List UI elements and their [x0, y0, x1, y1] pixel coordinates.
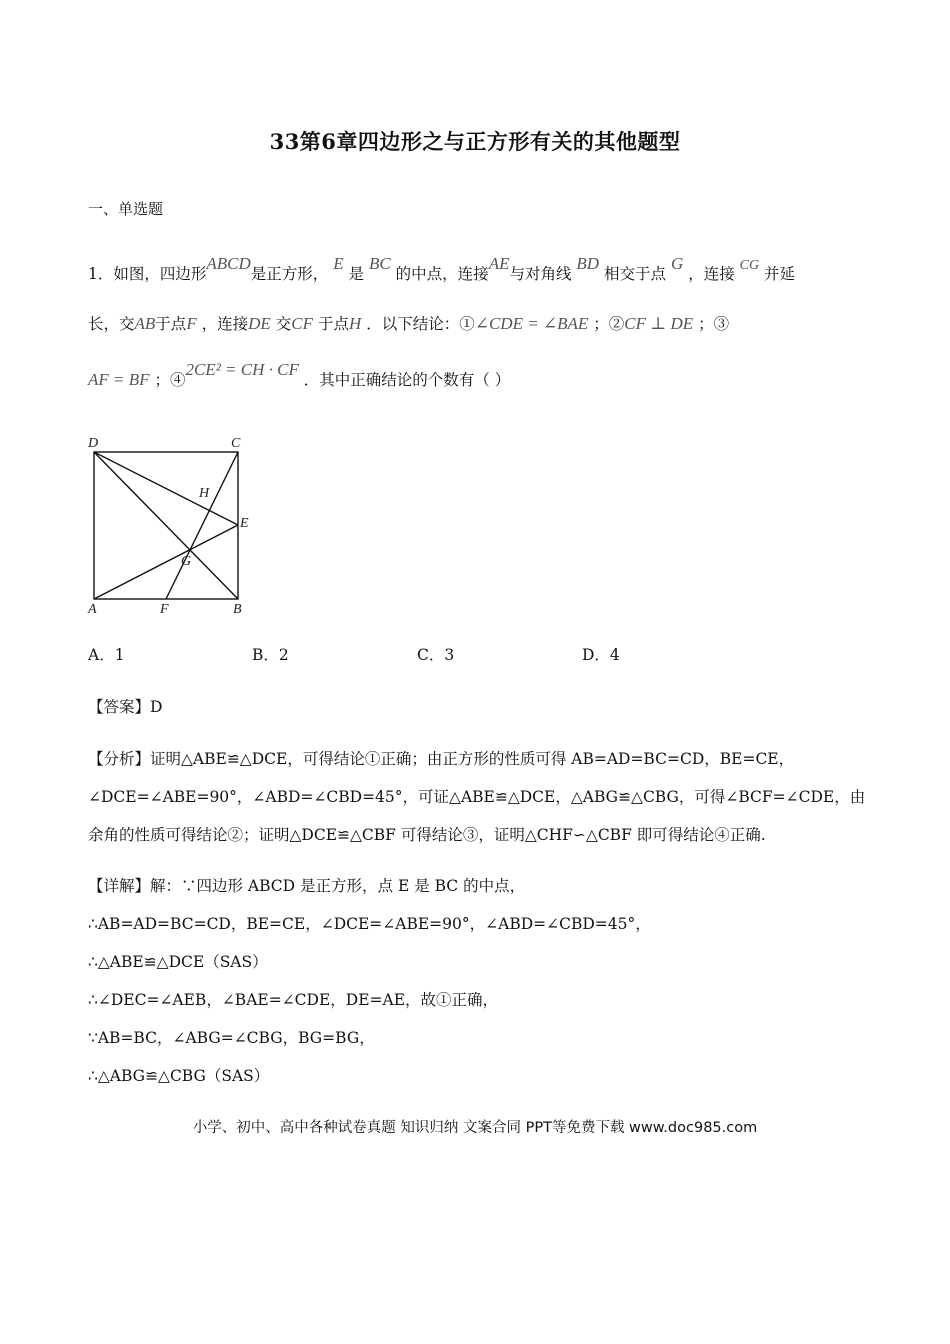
detail-line-3: ∴△ABE≌△DCE（SAS） [88, 953, 268, 971]
label-b: B [233, 602, 242, 615]
question-line-1 [88, 254, 796, 284]
math-ab: AB [134, 314, 156, 333]
answer: 【答案】D [88, 698, 163, 716]
math-g: G [670, 254, 684, 273]
question-text: 于点 [155, 315, 187, 333]
label-e: E [240, 516, 249, 531]
segment-de [94, 452, 238, 525]
question-line-2 [88, 312, 729, 334]
math-de: DE [248, 314, 271, 333]
conclusion-1: ∠CDE = ∠BAE [474, 314, 589, 333]
choice-a[interactable]: A．1 [88, 646, 125, 664]
question-text: 1．如图，四边形 [88, 265, 207, 283]
question-text: 相交于点 [604, 265, 667, 283]
page-title: 33第6章四边形之与正方形有关的其他题型 [269, 129, 681, 154]
question-text: 与对角线 [509, 265, 572, 283]
question-text: ，连接 [201, 315, 249, 333]
choice-b[interactable]: B．2 [252, 646, 289, 664]
square-figure [82, 430, 262, 615]
question-text: 是正方形， [250, 265, 329, 283]
section-heading: 一、单选题 [88, 200, 164, 218]
math-cf: CF [291, 314, 314, 333]
math-abcd: ABCD [206, 254, 251, 273]
conclusion-2: CF ⊥ DE [624, 314, 694, 333]
conclusion-4: 2CE² = CH · CF [185, 360, 299, 379]
segment-ae [94, 525, 238, 599]
question-text: ；③ [698, 315, 730, 333]
choice-c[interactable]: C．3 [417, 646, 455, 664]
analysis-line-2: ∠DCE=∠ABE=90°，∠ABD=∠CBD=45°，可证△ABE≌△DCE，△ABG≌△CBG，可得∠BCF=∠CDE，由 [88, 788, 866, 806]
diagonal-db [94, 452, 238, 599]
question-text: ；④ [154, 371, 186, 389]
question-line-3 [88, 360, 511, 390]
question-text: 于点 [317, 315, 349, 333]
analysis-line-1: 【分析】证明△ABE≌△DCE，可得结论①正确；由正方形的性质可得 AB=AD=BC=CD，BE=CE， [88, 750, 795, 768]
label-d: D [88, 436, 99, 451]
footer-ad[interactable]: 小学、初中、高中各种试卷真题 知识归纳 文案合同 PPT等免费下载 www.doc985.com [192, 1120, 758, 1136]
math-e: E [333, 254, 344, 273]
label-h: H [199, 486, 210, 501]
math-h: H [348, 314, 362, 333]
question-text: ．其中正确结论的个数有（ ） [303, 371, 511, 389]
detail-line-6: ∴△ABG≌△CBG（SAS） [88, 1067, 270, 1085]
math-bd: BD [576, 254, 600, 273]
math-ae: AE [488, 254, 510, 273]
label-a: A [88, 602, 97, 615]
question-text: ；② [593, 315, 625, 333]
question-text: 交 [275, 315, 292, 333]
question-text: 长，交 [88, 315, 135, 333]
question-text: 是 [348, 265, 365, 283]
detail-line-2: ∴AB=AD=BC=CD，BE=CE，∠DCE=∠ABE=90°，∠ABD=∠CBD=45°， [88, 915, 651, 933]
segment-cf [166, 452, 238, 599]
label-g: G [181, 554, 192, 569]
analysis-line-3: 余角的性质可得结论②；证明△DCE≌△CBF 可得结论③，证明△CHF∽△CBF 即可得结论④正确. [88, 826, 766, 844]
label-c: C [231, 436, 241, 451]
math-cg: CG [739, 258, 760, 273]
question-text: ，连接 [688, 265, 735, 283]
question-text: 的中点，连接 [395, 265, 489, 283]
question-text: ．以下结论：① [366, 315, 475, 333]
math-bc: BC [369, 254, 391, 273]
conclusion-3: AF = BF [88, 370, 150, 389]
detail-line-1: 【详解】解：∵四边形 ABCD 是正方形，点 E 是 BC 的中点， [88, 877, 526, 895]
math-f: F [186, 314, 197, 333]
choice-d[interactable]: D．4 [582, 646, 620, 664]
label-f: F [160, 602, 169, 615]
question-text: 并延 [764, 265, 796, 283]
detail-line-5: ∵AB=BC，∠ABG=∠CBG，BG=BG， [88, 1029, 375, 1047]
detail-line-4: ∴∠DEC=∠AEB，∠BAE=∠CDE，DE=AE，故①正确， [88, 991, 499, 1009]
